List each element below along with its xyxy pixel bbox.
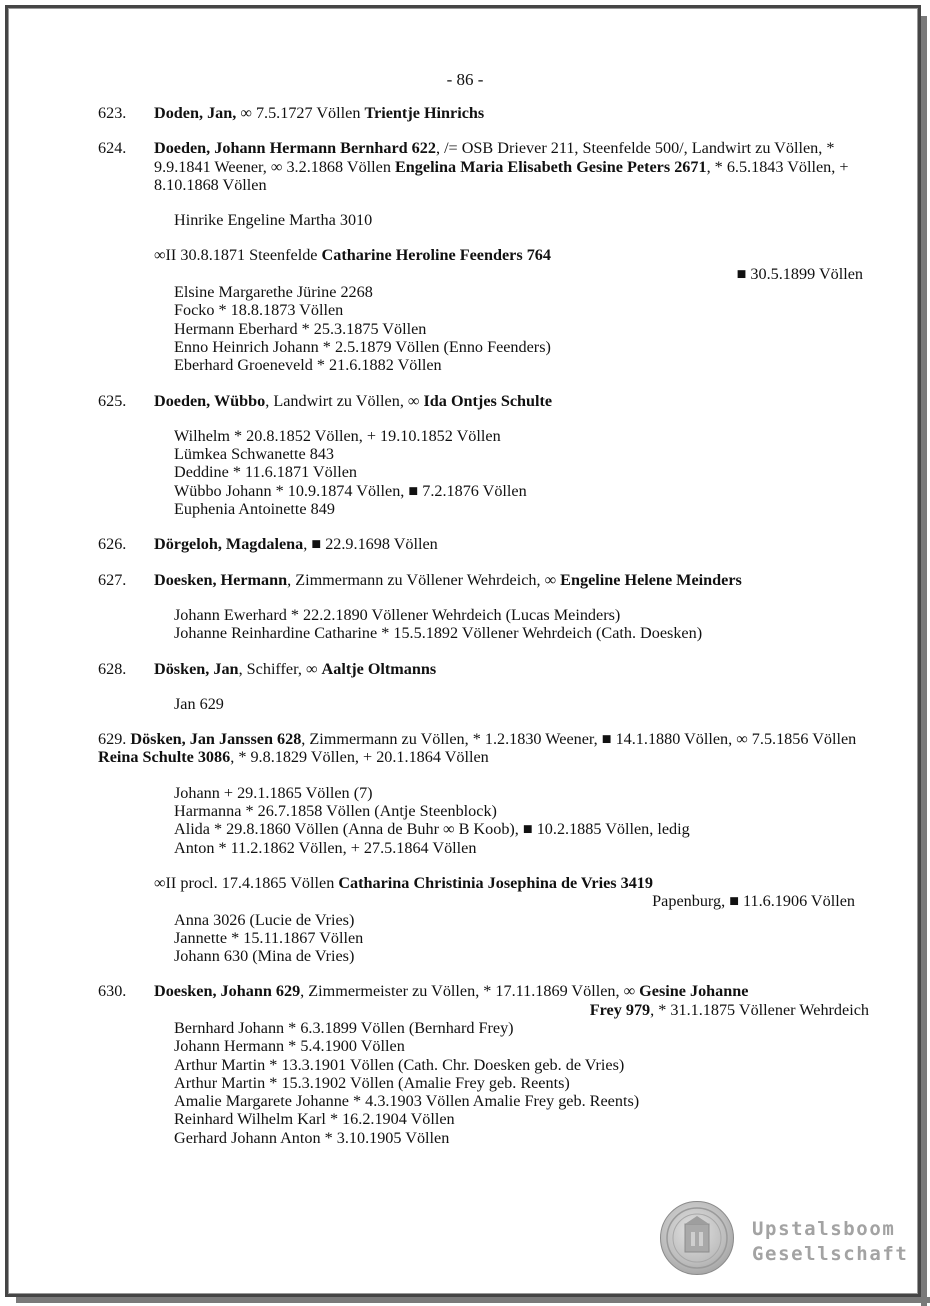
person-name: Dösken, Jan — [154, 659, 239, 678]
entry-number: 624. — [98, 139, 127, 158]
list-item: Jan 629 — [174, 694, 224, 713]
list-item: Euphenia Antoinette 849 — [174, 500, 335, 519]
children-list — [174, 283, 863, 374]
list-item: Harmanna * 26.7.1858 Völlen (Antje Steenblock) — [174, 802, 497, 821]
entry-626 — [98, 535, 863, 553]
list-item: Lümkea Schwanette 843 — [174, 445, 335, 464]
spouse-name: Trientje Hinrichs — [364, 104, 485, 122]
entry-text: , * 6.5.1843 Völlen, + 8.10.1868 Völlen — [154, 157, 849, 194]
entry-number: 627. — [98, 570, 127, 589]
entry-text: , Zimmermeister zu Völlen, * 17.11.1869 Völlen, ∞ — [300, 982, 640, 1001]
entry-number: 629. — [98, 730, 127, 749]
entry-text: , Schiffer, ∞ — [238, 659, 322, 678]
person-name: Doeden, Wübbo — [154, 391, 266, 410]
entry-head — [154, 104, 863, 122]
list-item: Wübbo Johann * 10.9.1874 Völlen, ■ 7.2.1876 Völlen — [174, 481, 527, 500]
list-item: Anna 3026 (Lucie de Vries) — [174, 910, 355, 929]
entry-text: , ■ 22.9.1698 Völlen — [303, 535, 438, 554]
entry-text: , Zimmermann zu Völlener Wehrdeich, ∞ — [287, 570, 561, 589]
list-item: Hermann Eberhard * 25.3.1875 Völlen — [174, 319, 427, 338]
children-list — [174, 911, 863, 966]
person-name: Doeden, Johann Hermann Bernhard 622 — [154, 139, 436, 158]
logo-line: Gesellschaft — [752, 1243, 909, 1265]
entry-number: 626. — [98, 535, 127, 554]
list-item: Johanne Reinhardine Catharine * 15.5.1892 Völlener Wehrdeich (Cath. Doesken) — [174, 624, 703, 643]
list-item: Eberhard Groeneveld * 21.6.1882 Völlen — [174, 356, 442, 375]
spouse-name: Engeline Helene Meinders — [560, 570, 742, 589]
entry-text: ∞ 7.5.1727 Völlen — [240, 104, 361, 122]
list-item: Arthur Martin * 13.3.1901 Völlen (Cath. Chr. Doesken geb. de Vries) — [174, 1055, 625, 1074]
entry-number: 630. — [98, 982, 127, 1001]
list-item: Hinrike Engeline Martha 3010 — [174, 211, 373, 230]
spouse-name: Aaltje Oltmanns — [321, 659, 437, 678]
genealogy-entries — [98, 104, 869, 1164]
entry-head — [154, 535, 863, 553]
entry-630 — [98, 982, 869, 1147]
entry-text-right: Papenburg, ■ 11.6.1906 Völlen — [652, 892, 855, 911]
person-name: Dösken, Jan Janssen 628 — [130, 730, 302, 749]
entry-number: 625. — [98, 391, 127, 410]
entry-head — [154, 139, 863, 194]
second-marriage — [154, 246, 863, 283]
children-list — [174, 1019, 863, 1147]
list-item: Jannette * 15.11.1867 Völlen — [174, 928, 364, 947]
entry-number: 628. — [98, 659, 127, 678]
list-item: Amalie Margarete Johanne * 4.3.1903 Völlen Amalie Frey geb. Reents) — [174, 1092, 640, 1111]
list-item: Bernhard Johann * 6.3.1899 Völlen (Bernhard Frey) — [174, 1018, 514, 1037]
list-item: Arthur Martin * 15.3.1902 Völlen (Amalie Frey geb. Reents) — [174, 1073, 570, 1092]
entry-text: , Landwirt zu Völlen, ∞ — [265, 391, 424, 410]
person-name: Dörgeloh, Magdalena — [154, 535, 304, 554]
entry-text: , * 31.1.1875 Völlener Wehrdeich — [650, 1000, 869, 1019]
list-item: Alida * 29.8.1860 Völlen (Anna de Buhr ∞ B Koob), ■ 10.2.1885 Völlen, ledig — [174, 820, 690, 839]
spouse-name: Reina Schulte 3086 — [98, 748, 231, 767]
entry-625 — [98, 392, 863, 519]
page-number: - 86 - — [446, 70, 484, 89]
entry-text: ∞II procl. 17.4.1865 Völlen — [154, 873, 339, 892]
spouse-name: Engelina Maria Elisabeth Gesine Peters 2671 — [394, 157, 707, 176]
spouse-name: Ida Ontjes Schulte — [423, 391, 553, 410]
entry-text: , /= OSB Driever 211, Steenfelde 500/, Landwirt zu Völlen, * 9.9.1841 Weener, ∞ 3.2.1868 Völlen — [154, 139, 835, 176]
second-marriage — [154, 874, 863, 911]
list-item: Deddine * 11.6.1871 Völlen — [174, 463, 357, 482]
entry-text: , * 9.8.1829 Völlen, + 20.1.1864 Völlen — [230, 748, 489, 767]
entry-head — [154, 982, 863, 1000]
person-name: Doesken, Johann 629 — [154, 982, 301, 1001]
list-item: Johann + 29.1.1865 Völlen (7) — [174, 783, 373, 802]
list-item: Focko * 18.8.1873 Völlen — [174, 301, 344, 320]
children-list — [174, 695, 863, 713]
list-item: Gerhard Johann Anton * 3.10.1905 Völlen — [174, 1128, 450, 1147]
entry-text: ∞II 30.8.1871 Steenfelde — [154, 246, 322, 265]
spouse-name: Catharine Heroline Feenders 764 — [321, 246, 551, 265]
entry-head-continuation — [154, 1001, 869, 1019]
children-list — [174, 427, 863, 518]
spouse-name: Catharina Christinia Josephina de Vries 3419 — [338, 873, 653, 892]
list-item: Reinhard Wilhelm Karl * 16.2.1904 Völlen — [174, 1110, 455, 1129]
list-item: Enno Heinrich Johann * 2.5.1879 Völlen (Enno Feenders) — [174, 337, 551, 356]
entry-head — [154, 571, 863, 589]
children-list — [174, 606, 863, 643]
seal-icon — [660, 1201, 734, 1275]
person-name: Doesken, Hermann — [154, 570, 288, 589]
entry-624 — [98, 139, 863, 374]
list-item: Elsine Margarethe Jürine 2268 — [174, 283, 373, 302]
spouse-name: Gesine Johanne — [639, 982, 749, 1001]
entry-number: 623. — [98, 104, 127, 122]
entry-head — [154, 392, 863, 410]
list-item: Johann Ewerhard * 22.2.1890 Völlener Wehrdeich (Lucas Meinders) — [174, 605, 621, 624]
organization-logo-text — [752, 1217, 908, 1267]
person-name: Doden, Jan, — [154, 104, 237, 122]
list-item: Anton * 11.2.1862 Völlen, + 27.5.1864 Völlen — [174, 838, 477, 857]
entry-text: , Zimmermann zu Völlen, * 1.2.1830 Weener, ■ 14.1.1880 Völlen, ∞ 7.5.1856 Völlen — [301, 730, 857, 749]
list-item: Johann Hermann * 5.4.1900 Völlen — [174, 1037, 405, 1056]
list-item: Johann 630 (Mina de Vries) — [174, 947, 355, 966]
entry-627 — [98, 571, 863, 643]
entry-head — [154, 660, 863, 678]
list-item: Wilhelm * 20.8.1852 Völlen, + 19.10.1852 Völlen — [174, 426, 501, 445]
entry-623 — [98, 104, 863, 122]
children-list — [174, 211, 863, 229]
children-list — [174, 784, 863, 857]
entry-head — [98, 730, 863, 767]
logo-line: Upstalsboom — [752, 1218, 896, 1240]
entry-text-right: ■ 30.5.1899 Völlen — [736, 264, 863, 283]
entry-628 — [98, 660, 863, 714]
spouse-name: Frey 979 — [589, 1000, 651, 1019]
entry-629 — [98, 730, 863, 965]
